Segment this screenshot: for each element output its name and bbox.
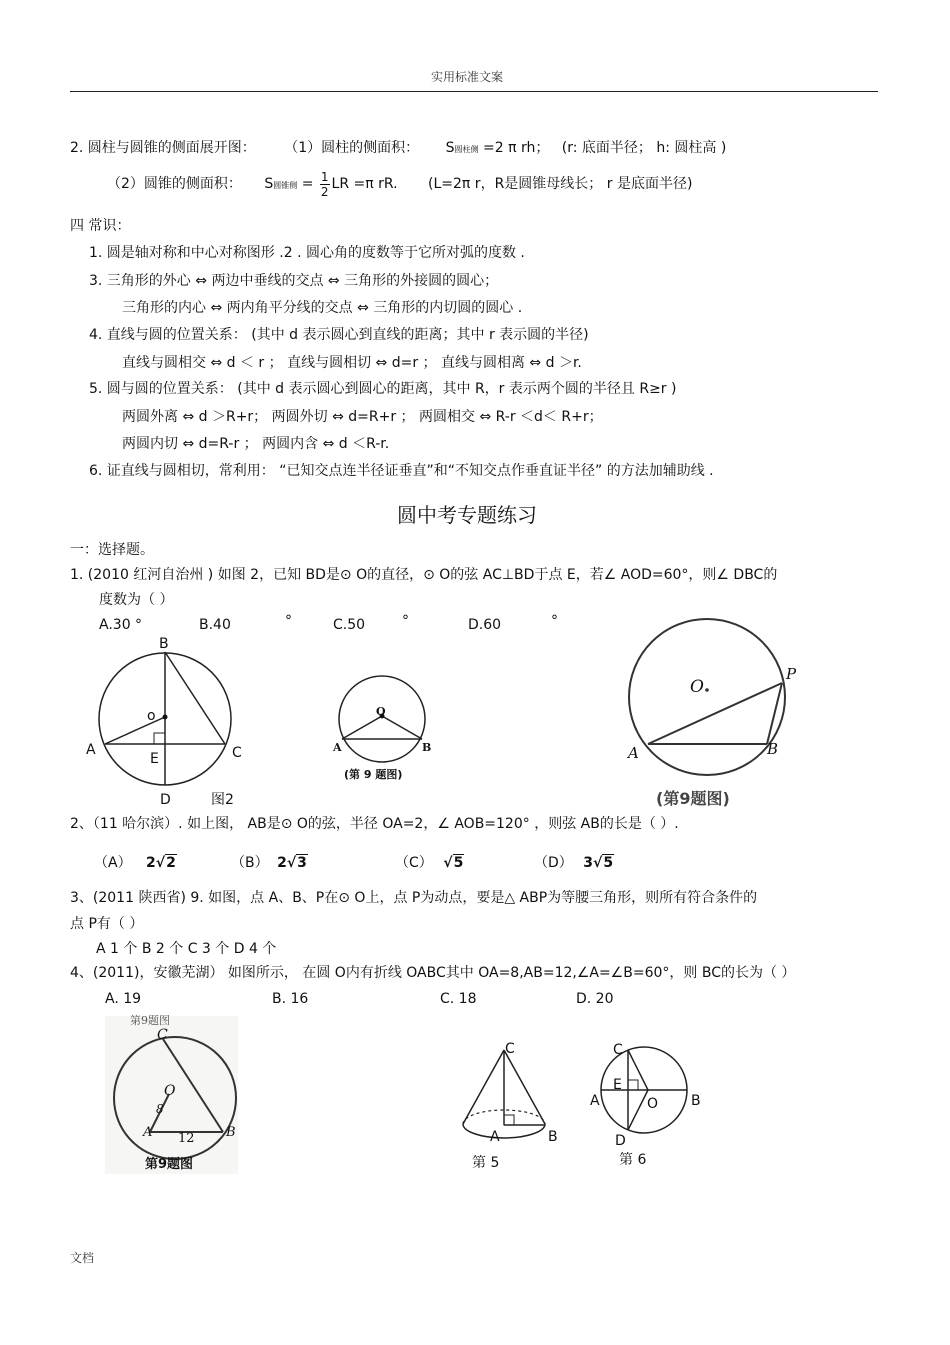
fig6-label-c: C <box>613 1042 623 1058</box>
cone-slant-left <box>463 1050 504 1124</box>
fig9s-label-b: B <box>422 741 432 754</box>
fig6-caption: 第 6 <box>619 1152 647 1168</box>
q1-option-a: A.30 ° <box>99 617 143 633</box>
fig6-segment-do <box>628 1090 648 1130</box>
header-rule <box>70 91 878 92</box>
q3-options: A 1 个 B 2 个 C 3 个 D 4 个 <box>96 941 277 957</box>
q1-option-c-deg: ° <box>402 613 409 629</box>
fig2-label-b: B <box>159 636 169 652</box>
s2-p1-sub: 圆柱侧 <box>454 145 479 154</box>
q4-option-d: D. 20 <box>576 991 614 1007</box>
fig9b-label-p: P <box>786 665 797 683</box>
section-choice-heading: 一：选择题。 <box>70 542 154 558</box>
q1-option-b: B.40 <box>199 617 231 633</box>
s2-line1 <box>70 139 726 159</box>
s2-p2: （2）圆锥的侧面积： <box>107 176 242 192</box>
fig9b-caption: (第9题图) <box>656 789 730 808</box>
figure-6 <box>596 1040 696 1140</box>
question-3-line1: 3、(2011 陕西省) 9. 如图，点 A、B、P在⊙ O上，点 P为动点，要是△ ABP为等腰三角形，则所有符合条件的 <box>70 890 758 906</box>
fig9c-label-12: 12 <box>178 1131 195 1146</box>
fig9c-label-a: A <box>143 1125 153 1140</box>
fig6-label-o: O <box>647 1096 659 1112</box>
s4-item6: 6. 证直线与圆相切，常利用： “已知交点连半径证垂直”和“不知交点作垂直证半径” 的方法加辅助线 . <box>89 463 714 479</box>
fig9s-caption: (第 9 题图) <box>344 768 403 781</box>
fig9s-label-o: O <box>376 705 386 718</box>
fig6-label-b: B <box>691 1093 701 1109</box>
cone-right-angle <box>504 1115 514 1125</box>
fig9c-label-8: 8 <box>156 1102 164 1116</box>
fig6-label-d: D <box>615 1133 626 1149</box>
q4-option-c: C. 18 <box>440 991 477 1007</box>
s4-item4b: 直线与圆相交 ⇔ d ＜ r ； 直线与圆相切 ⇔ d=r ； 直线与圆相离 ⇔ d ＞r. <box>122 355 582 371</box>
s2-heading: 2. 圆柱与圆锥的侧面展开图： <box>70 140 256 156</box>
page-footer: 文档 <box>70 1251 95 1265</box>
fig9b-center-dot <box>705 688 709 692</box>
fig2-right-angle <box>154 733 165 744</box>
q1-option-d: D.60 <box>468 617 502 633</box>
half-fraction <box>320 170 330 199</box>
fraction-denominator: 2 <box>320 184 329 199</box>
s2-p1-note: (r: 底面半径； h: 圆柱高 ) <box>561 140 727 156</box>
fig6-label-e: E <box>613 1077 622 1093</box>
question-2: 2、（11 哈尔滨）. 如上图， AB是⊙ O的弦，半径 OA=2，∠ AOB=120° ，则弦 AB的长是（ ）. <box>70 816 679 832</box>
cone-slant-right <box>504 1050 545 1124</box>
q2-option-d-radicand: 5 <box>603 855 614 871</box>
fig2-label-c: C <box>232 745 242 761</box>
s4-item1: 1. 圆是轴对称和中心对称图形 .2 . 圆心角的度数等于它所对弧的度数 . <box>89 245 525 261</box>
s4-item3b: 三角形的内心 ⇔ 两内角平分线的交点 ⇔ 三角形的内切圆的圆心 . <box>122 300 523 316</box>
fig2-label-o: o <box>147 708 156 724</box>
cone-label-a: A <box>490 1129 500 1145</box>
fraction-numerator: 1 <box>320 169 329 184</box>
question-1-line2: 度数为（ ） <box>99 592 174 608</box>
q1-option-b-deg: ° <box>285 613 292 629</box>
fig9c-label-o: O <box>164 1083 176 1099</box>
question-1-line1: 1. (2010 红河自治州 ) 如图 2，已知 BD是⊙ O的直径，⊙ O的弦 AC⊥BD于点 E，若∠ AOD=60°，则∠ DBC的 <box>70 567 778 583</box>
q2-option-c-label: （C） <box>395 855 433 871</box>
s4-item5b: 两圆外离 ⇔ d ＞R+r； 两圆外切 ⇔ d=R+r ； 两圆相交 ⇔ R-r ＜d＜ R+r； <box>122 409 603 425</box>
fig6-right-angle <box>628 1080 638 1090</box>
fig9c-label-c: C <box>157 1027 168 1043</box>
q2-option-d-label: （D） <box>534 855 573 871</box>
q2-option-b-label: （B） <box>231 855 269 871</box>
s4-item3a: 3. 三角形的外心 ⇔ 两边中垂线的交点 ⇔ 三角形的外接圆的圆心； <box>89 273 499 289</box>
q1-option-c: C.50 <box>333 617 366 633</box>
cone-base-front <box>463 1124 545 1138</box>
fig9b-circle <box>629 619 785 775</box>
cone-label-c: C <box>505 1041 515 1057</box>
s4-heading: 四 常识： <box>70 218 131 234</box>
fig2-center-dot <box>163 715 168 720</box>
s2-line2 <box>107 168 692 202</box>
s4-item5c: 两圆内切 ⇔ d=R-r ； 两圆内含 ⇔ d ＜R-r. <box>122 436 390 452</box>
s2-p2-note: (L=2π r，R是圆锥母线长； r 是底面半径) <box>428 176 693 192</box>
question-4: 4、(2011)，安徽芜湖） 如图所示， 在圆 O内有折线 OABC其中 OA=8,AB=12,∠A=∠B=60°，则 BC的长为（ ） <box>70 965 796 981</box>
s2-p1-s: S <box>445 140 455 156</box>
fig2-segment-ao <box>105 717 165 744</box>
q2-option-b-coef: 2 <box>277 855 287 871</box>
s2-p2-eq1: = <box>301 176 314 192</box>
q1-option-d-deg: ° <box>551 613 558 629</box>
cone-caption: 第 5 <box>472 1155 500 1171</box>
fig9s-segment-ob <box>382 716 422 739</box>
figure-2 <box>80 632 250 812</box>
s2-p2-sub: 圆锥侧 <box>273 181 298 190</box>
q2-option-d: （D） 3√5 <box>534 855 614 871</box>
figure-9-big <box>620 610 820 800</box>
fig9b-chord-ap <box>648 683 782 744</box>
q2-option-c-radicand: 5 <box>453 855 464 871</box>
q2-option-c: （C） √5 <box>395 855 464 871</box>
q2-option-b: （B） 2√3 <box>231 855 307 871</box>
q2-option-d-coef: 3 <box>583 855 593 871</box>
q2-option-a-label: （A） <box>94 855 132 871</box>
q4-option-a: A. 19 <box>105 991 142 1007</box>
practice-title: 圆中考专题练习 <box>397 503 537 527</box>
s2-p2-eq2: LR =π rR. <box>331 176 398 192</box>
fig2-caption: 图2 <box>211 792 234 808</box>
s4-item4a: 4. 直线与圆的位置关系： (其中 d 表示圆心到直线的距离；其中 r 表示圆的半径) <box>89 327 589 343</box>
q4-option-b: B. 16 <box>272 991 309 1007</box>
fig9b-label-o: O <box>690 677 704 697</box>
fig2-label-e: E <box>150 751 159 767</box>
fig2-label-a: A <box>86 742 96 758</box>
s2-p1: （1）圆柱的侧面积： <box>284 140 420 156</box>
fig9b-label-a: A <box>628 744 639 762</box>
q2-option-a: （A） 2√2 <box>94 855 176 871</box>
fig9c-top-label: 第9题图 <box>130 1014 170 1027</box>
q2-option-a-radicand: 2 <box>166 855 176 871</box>
cone-label-b: B <box>548 1129 558 1145</box>
fig9s-label-a: A <box>333 741 342 754</box>
q2-option-b-radicand: 3 <box>297 855 307 871</box>
q2-option-a-coef: 2 <box>146 855 156 871</box>
s2-p1-eq: =2 π rh； <box>482 140 550 156</box>
s2-p2-s: S <box>264 176 274 192</box>
fig9c-label-b: B <box>226 1125 236 1140</box>
s4-item5a: 5. 圆与圆的位置关系： (其中 d 表示圆心到圆心的距离，其中 R，r 表示两个圆的半径且 R≥r ) <box>89 381 677 397</box>
fig6-label-a: A <box>590 1093 600 1109</box>
page-header: 实用标准文案 <box>431 70 504 84</box>
fig9c-caption: 第9题图 <box>145 1157 194 1172</box>
fig2-segment-bc <box>165 652 225 744</box>
fig2-label-d: D <box>160 792 171 808</box>
question-3-line2: 点 P有（ ） <box>70 916 144 932</box>
figure-9-small <box>330 672 440 772</box>
fig9b-label-b: B <box>767 740 779 758</box>
